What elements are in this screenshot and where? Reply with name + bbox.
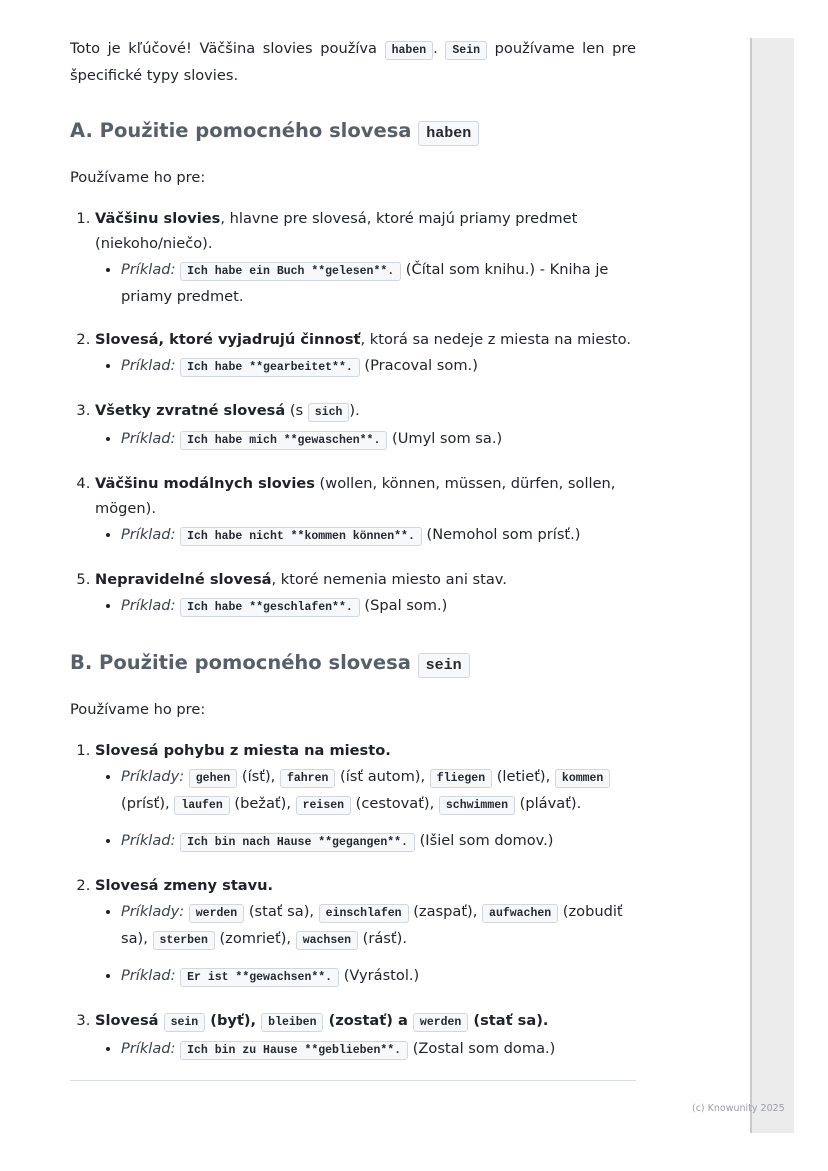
section-a-list [70, 206, 636, 620]
intro-paragraph: Toto je kľúčové! Väčšina slovies používa haben . Sein používame len pre špecifické typy slovies. [70, 40, 637, 84]
list-item: 5. Nepravidelné slovesá, ktoré nemenia miesto ani stav. • Príklad: Ich habe **geschlafen**. (Spal som.) [95, 567, 636, 620]
example-item: • Príklad: Ich habe **geschlafen**. (Spal som.) [121, 593, 636, 620]
list-item: 1. Slovesá pohybu z miesta na miesto. • Príklady: gehen (ísť), fahren (ísť autom), fliegen (letieť), kommen (prísť), laufen (bežať), reisen (cestovať), schwimmen (plávať). • Príklad: Ich bin nach Hause **gegangen**. (Išiel som domov.) [95, 738, 636, 855]
examples-item: • Príklady: gehen (ísť), fahren (ísť autom), fliegen (letieť), kommen (prísť), laufen (bežať), reisen (cestovať), schwimmen (plávať). [121, 764, 636, 818]
list-item: 3. Všetky zvratné slovesá (s sich ). • Príklad: Ich habe mich **gewaschen**. (Umyl som sa.) [95, 398, 636, 453]
example-item: • Príklad: Ich habe nicht **kommen können**. (Nemohol som prísť.) [121, 522, 636, 549]
scrollbar[interactable] [750, 38, 794, 1133]
list-item: 3. Slovesá sein (byť), bleiben (zostať) a werden (stať sa). • Príklad: Ich bin zu Hause **geblieben**. (Zostal som doma.) [95, 1008, 636, 1063]
document-content [70, 36, 636, 1063]
list-item: 2. Slovesá zmeny stavu. • Príklady: werden (stať sa), einschlafen (zaspať), aufwachen (zobudiť sa), sterben (zomrieť), wachsen (rásť). • Príklad: Er ist **gewachsen**. (Vyrástol.) [95, 873, 636, 990]
example-item: • Príklad: Ich bin zu Hause **geblieben**. (Zostal som doma.) [121, 1036, 636, 1063]
example-item: • Príklad: Ich habe mich **gewaschen**. (Umyl som sa.) [121, 426, 636, 453]
footer-copyright: (c) Knowunity 2025 [692, 1103, 785, 1114]
section-b-heading-code: sein [418, 653, 470, 678]
example-item: • Príklad: Ich habe **gearbeitet**. (Pracoval som.) [121, 353, 636, 380]
section-b-lead: Používame ho pre: [70, 701, 206, 718]
code-haben: haben [385, 41, 434, 60]
list-item: 4. Väčšinu modálnych slovies (wollen, können, müssen, dürfen, sollen, mögen). • Príklad: Ich habe nicht **kommen können**. (Nemohol som prísť.) [95, 471, 636, 549]
list-item: 1. Väčšinu slovies, hlavne pre slovesá, ktoré majú priamy predmet (niekoho/niečo). • Príklad: Ich habe ein Buch **gelesen**. (Čítal som knihu.) - Kniha je priamy predmet. [95, 206, 636, 309]
section-b-heading: B. Použitie pomocného slovesa sein [70, 648, 636, 681]
section-b-list [70, 738, 636, 1063]
section-a-heading-code: haben [418, 121, 479, 146]
code-sein: Sein [445, 41, 487, 60]
example-item: • Príklad: Ich habe ein Buch **gelesen**. (Čítal som knihu.) - Kniha je priamy predmet. [121, 257, 636, 309]
divider [70, 1080, 636, 1081]
section-a-heading: A. Použitie pomocného slovesa haben [70, 116, 636, 149]
example-item: • Príklad: Ich bin nach Hause **gegangen**. (Išiel som domov.) [121, 828, 636, 855]
list-item: 2. Slovesá, ktoré vyjadrujú činnosť, ktorá sa nedeje z miesta na miesto. • Príklad: Ich habe **gearbeitet**. (Pracoval som.) [95, 327, 636, 380]
section-a-lead: Používame ho pre: [70, 169, 206, 186]
example-item: • Príklad: Er ist **gewachsen**. (Vyrástol.) [121, 963, 636, 990]
examples-item: • Príklady: werden (stať sa), einschlafen (zaspať), aufwachen (zobudiť sa), sterben (zomrieť), wachsen (rásť). [121, 899, 636, 953]
